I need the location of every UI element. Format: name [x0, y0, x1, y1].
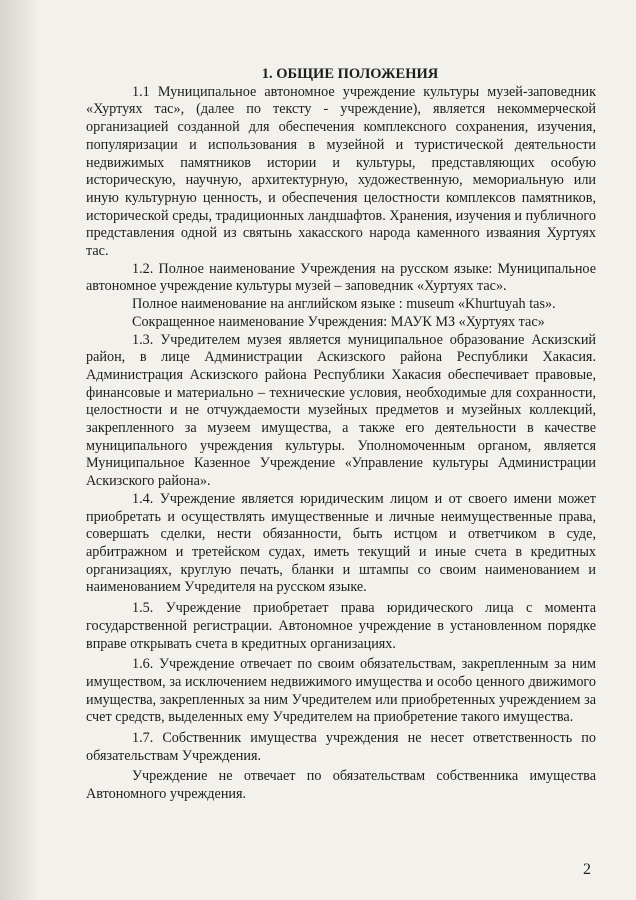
- page-number: 2: [583, 861, 591, 878]
- paragraph-liability: Учреждение не отвечает по обязательствам собственника имущества Автономного учреждения.: [86, 768, 596, 803]
- section-title: 1. ОБЩИЕ ПОЛОЖЕНИЯ: [261, 66, 439, 82]
- paragraph-english-name: Полное наименование на английском языке : museum «Khurtuyah tas».: [132, 296, 556, 313]
- paragraph-1-3: 1.3. Учредителем музея является муниципальное образование Аскизский район, в лице Администрации Аскизского района Республики Хакасия. Администрация Аскизского района Республики Хакасия обеспечивает правовые, финансовые и материально – технические условия, необходимые для сохранности, целостности и не отчуждаемости музейных предметов и музейных коллекций, закрепленного за музеем имущества, а также его деятельности в качестве муниципального учреждения культуры. Уполномоченным органом, является Муниципальное Казенное Учреждение «Управление культуры Администрации Аскизского района».: [86, 331, 596, 490]
- paragraph-1-5: 1.5. Учреждение приобретает права юридического лица с момента государственной регистрации. Автономное учреждение в установленном порядке вправе открывать счета в кредитных организациях.: [86, 600, 596, 652]
- paragraph-short-name: Сокращенное наименование Учреждения: МАУК МЗ «Хуртуях тас»: [132, 313, 545, 330]
- paragraph-1-6: 1.6. Учреждение отвечает по своим обязательствам, закрепленным за ним имуществом, за исключением недвижимого имущества и особо ценного движимого имущества, закрепленных за ним Учредителем или приобретенных учреждением за счет средств, выделенных ему Учредителем на приобретение такого имущества.: [86, 656, 596, 726]
- document-body: [86, 66, 596, 804]
- scan-edge-shadow: [0, 0, 40, 900]
- paragraph-1-7: 1.7. Собственник имущества учреждения не несет ответственность по обязательствам Учреждения.: [86, 730, 596, 764]
- paragraph-1-1: 1.1 Муниципальное автономное учреждение культуры музей-заповедник «Хуртуях тас», (далее по тексту - учреждение), является некоммерческой организацией созданной для обеспечения комплексного сохранения, изучения, популяризации и использования в музейной и туристической деятельности недвижимых памятников истории и культуры, представляющих особую историческую, научную, архитектурную, художественную, мемориальную или иную культурную ценность, и обеспечения целостности комплексов памятников, исторической среды, традиционных ландшафтов. Хранения, изучения и публичного представления одной из святынь хакасского народа каменного изваяния Хуртуях тас.: [86, 83, 596, 260]
- paragraph-1-2: 1.2. Полное наименование Учреждения на русском языке: Муниципальное автономное учреждение культуры музей – заповедник «Хуртуях тас».: [86, 260, 596, 295]
- paragraph-1-4: 1.4. Учреждение является юридическим лицом и от своего имени может приобретать и осуществлять имущественные и личные неимущественные права, совершать сделки, нести обязанности, быть истцом и ответчиком в суде, арбитражном и третейском судах, иметь текущий и иные счета в кредитных организациях, круглую печать, бланки и штампы со своим наименованием и наименованием Учредителя на русском языке.: [86, 490, 596, 596]
